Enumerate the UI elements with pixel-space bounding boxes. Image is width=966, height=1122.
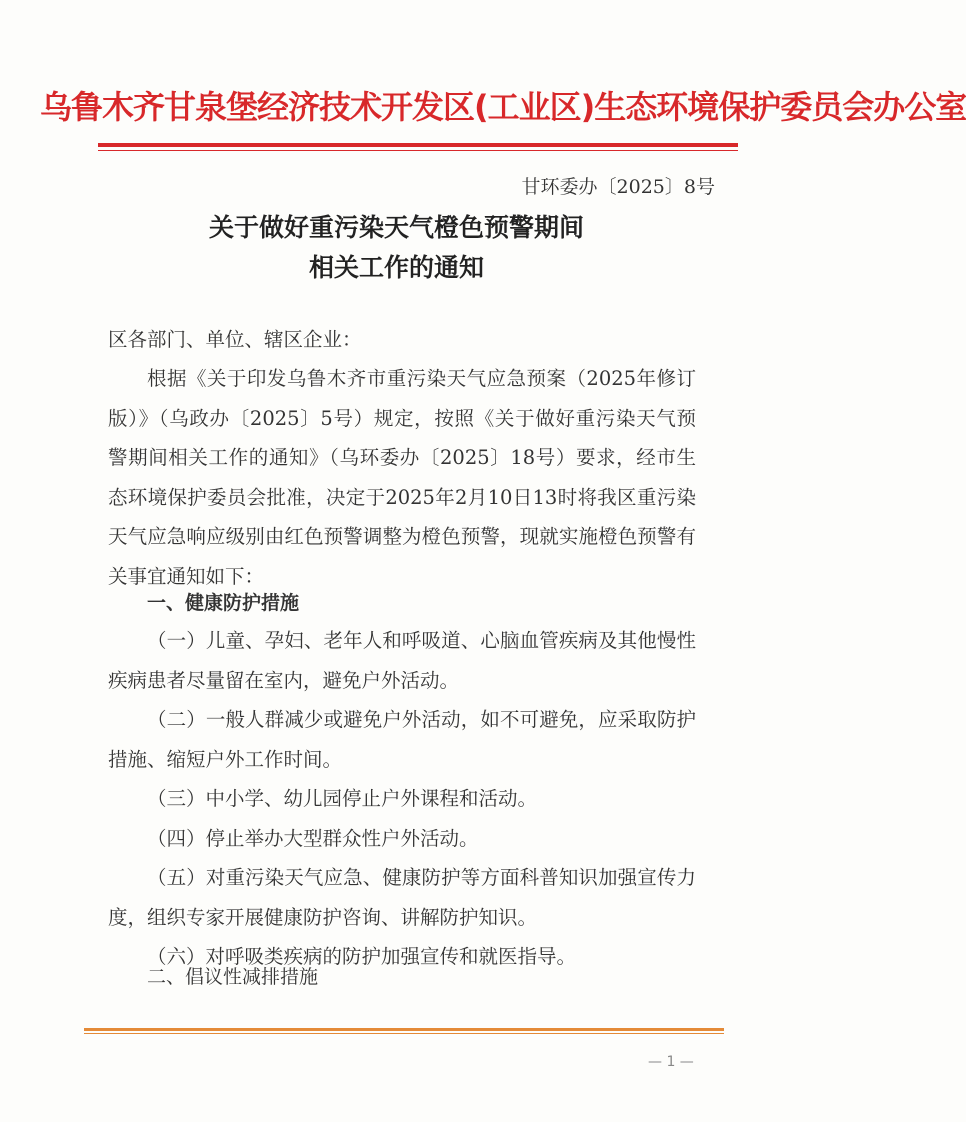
list-item: （五）对重污染天气应急、健康防护等方面科普知识加强宣传力度，组织专家开展健康防护咨询、讲解防护知识。: [108, 866, 696, 929]
document-title-line-1: 关于做好重污染天气橙色预警期间: [208, 213, 584, 242]
red-header-rule: [98, 143, 738, 147]
section-1-heading: [108, 583, 735, 624]
salutation: 区各部门、单位、辖区企业：: [108, 328, 362, 351]
intro-paragraph: [108, 359, 696, 596]
list-item: （六）对呼吸类疾病的防护加强宣传和就医指导。: [147, 945, 577, 968]
page-number: — 1 —: [648, 1054, 694, 1070]
section-1-items: [108, 621, 696, 977]
list-item: （一）儿童、孕妇、老年人和呼吸道、心脑血管疾病及其他慢性疾病患者尽量留在室内，避免户外活动。: [108, 629, 696, 692]
section-2-heading-text: 二、倡议性减排措施: [147, 966, 319, 988]
document-title-line-2: 相关工作的通知: [308, 253, 484, 282]
document-number: 甘环委办〔2025〕8号: [521, 176, 715, 198]
list-item: （四）停止举办大型群众性户外活动。: [147, 826, 479, 850]
intro-text: 根据《关于印发乌鲁木齐市重污染天气应急预案（2025年修订版）》（乌政办〔2025〕5号）规定，按照《关于做好重污染天气预警期间相关工作的通知》（乌环委办〔2025〕18号）要求，经市生态环境保护委员会批准，决定于2025年2月10日13时将我区重污染天气应急响应级别由红色预警调整为橙色预警，现就实施橙色预警有关事宜通知如下：: [108, 367, 696, 588]
section-1-heading-text: 一、健康防护措施: [147, 592, 300, 614]
red-header-rule-thin: [98, 150, 738, 151]
list-item: （二）一般人群减少或避免户外活动，如不可避免，应采取防护措施、缩短户外工作时间。: [108, 708, 696, 771]
list-item: （三）中小学、幼儿园停止户外课程和活动。: [147, 787, 538, 810]
office-name-header: 乌鲁木齐甘泉堡经济技术开发区(工业区)生态环境保护委员会办公室: [40, 88, 966, 126]
footer-rule-thin: [84, 1033, 724, 1034]
section-2-heading: [108, 958, 735, 998]
footer-rule: [84, 1028, 724, 1031]
